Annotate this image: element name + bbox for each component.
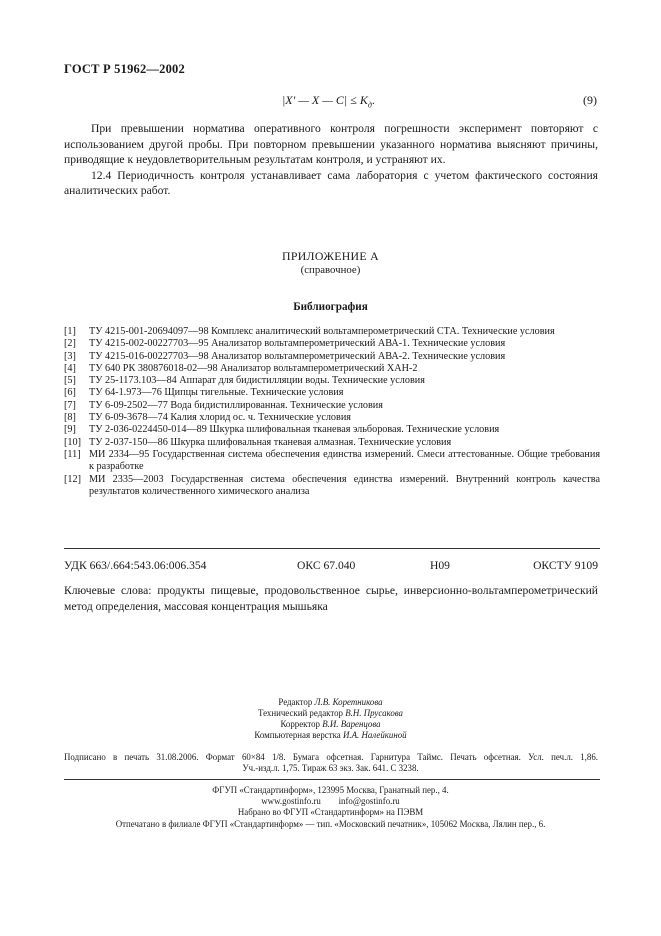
entry-number: [3] (64, 350, 76, 362)
entry-number: [8] (64, 412, 76, 424)
paragraph: При превышении норматива оперативного контроля погрешности эксперимент повторяют с использованием другой пробы. При повторном превышении указанного норматива выясняют причины, приводящие к неудовлетворительным результатам контроля, и устраняют их. (64, 122, 598, 166)
credit-line (0, 719, 661, 730)
entry-text: МИ 2334—95 Государственная система обеспечения единства измерений. Смеси аттестованные. Общие требования к разработке (89, 448, 600, 473)
credit-role: Редактор (278, 697, 313, 707)
credit-role: Корректор (280, 719, 320, 729)
bibliography-entry (64, 338, 600, 350)
group-code: Н09 (430, 559, 450, 572)
bibliography-entry (64, 474, 600, 499)
publisher-line: www.gostinfo.ru info@gostinfo.ru (261, 796, 400, 807)
keywords: Ключевые слова: продукты пищевые, продовольственное сырье, инверсионно-вольтамперометрический метод определения, массовая концентрация мышьяка (64, 584, 598, 613)
print-info-line2: Уч.-изд.л. 1,75. Тираж 63 экз. Зак. 641. С 3238. (242, 763, 419, 773)
appendix-subtitle: (справочное) (300, 264, 361, 276)
formula-tail: . (371, 93, 375, 107)
credit-role: Технический редактор (258, 708, 343, 718)
oks-code: ОКС 67.040 (297, 559, 356, 572)
entry-number: [10] (64, 436, 81, 448)
bibliography-entry (64, 437, 600, 449)
credit-name: И.А. Налейкиной (342, 730, 407, 740)
entry-text: ТУ 4215-001-20694097—98 Комплекс аналитический вольтамперометрический СТА. Технические условия (89, 326, 555, 337)
entry-text: ТУ 4215-016-00227703—98 Анализатор вольтамперометрический АВА-2. Технические условия (89, 350, 506, 362)
equation-number: (9) (583, 93, 597, 107)
credit-line (0, 697, 661, 708)
publisher-line: ФГУП «Стандартинформ», 123995 Москва, Гранатный пер., 4. (212, 785, 449, 795)
bibliography-entry (64, 375, 600, 387)
entry-number: [1] (64, 326, 76, 337)
credit-line (0, 730, 661, 741)
entry-number: [12] (64, 473, 81, 485)
entry-text: ТУ 640 РК 380876018-02—98 Анализатор вольтамперометрический ХАН-2 (89, 362, 418, 374)
formula-9 (282, 93, 375, 109)
bibliography-entry (64, 449, 600, 474)
credit-name: В.И. Варенцова (322, 719, 381, 729)
appendix-title: ПРИЛОЖЕНИЕ А (282, 249, 379, 263)
formula-right: K (359, 93, 368, 107)
formula-right-sub: д (367, 100, 372, 110)
bibliography-list (64, 326, 600, 498)
bibliography-entry (64, 412, 600, 424)
entry-number: [5] (64, 375, 76, 387)
bibliography-entry (64, 351, 600, 363)
bibliography-entry (64, 400, 600, 412)
formula-left: |X′ — X — C| (282, 93, 348, 107)
udk-code: УДК 663/.664:543.06:006.354 (64, 559, 207, 572)
entry-text: ТУ 6-09-2502—77 Вода бидистиллированная. Технические условия (89, 399, 383, 411)
entry-text: ТУ 25-1173.103—84 Аппарат для бидистилляции воды. Технические условия (89, 375, 425, 387)
entry-number: [9] (64, 424, 76, 436)
body-text (64, 121, 598, 199)
entry-text: МИ 2335—2003 Государственная система обеспечения единства измерений. Внутренний контроль качества результатов количественного химического анализа (89, 473, 600, 497)
bibliography-entry (64, 326, 600, 338)
publisher-block (0, 785, 661, 830)
print-info-line1: Подписано в печать 31.08.2006. Формат 60×84 1/8. Бумага офсетная. Гарнитура Таймс. Печать офсетная. Усл. печ.л. 1,86. (64, 752, 598, 762)
publisher-line: Отпечатано в филиале ФГУП «Стандартинформ» — тип. «Московский печатник», 105062 Москва, Лялин пер., 6. (115, 818, 546, 829)
okstu-code: ОКСТУ 9109 (533, 559, 598, 572)
entry-text: ТУ 6-09-3678—74 Калия хлорид ос. ч. Технические условия (89, 412, 351, 424)
credits-block (0, 697, 661, 741)
formula-relation: ≤ (350, 93, 357, 107)
entry-text: ТУ 4215-002-00227703—95 Анализатор вольтамперометрический АВА-1. Технические условия (89, 338, 506, 350)
entry-number: [6] (64, 387, 76, 399)
entry-number: [4] (64, 362, 76, 374)
entry-number: [2] (64, 338, 76, 350)
credit-name: Л.В. Коретникова (314, 697, 383, 707)
bibliography-entry (64, 387, 600, 399)
bibliography-entry (64, 363, 600, 375)
bibliography-title: Библиография (293, 301, 368, 313)
divider (64, 548, 600, 549)
credit-line (0, 708, 661, 719)
document-header: ГОСТ Р 51962—2002 (64, 62, 185, 76)
entry-text: ТУ 64-1.973—76 Щипцы тигельные. Технические условия (89, 387, 344, 399)
credit-role: Компьютерная верстка (254, 730, 341, 740)
divider (64, 779, 600, 780)
entry-number: [11] (64, 448, 81, 460)
paragraph: 12.4 Периодичность контроля устанавливает сама лаборатория с учетом фактического состояния аналитических работ. (64, 168, 598, 197)
bibliography-entry (64, 424, 600, 436)
entry-text: ТУ 2-036-0224450-014—89 Шкурка шлифовальная тканевая эльборовая. Технические условия (89, 424, 500, 436)
credit-name: В.Н. Прусакова (345, 708, 403, 718)
publisher-line: Набрано во ФГУП «Стандартинформ» на ПЭВМ (237, 807, 424, 818)
entry-text: ТУ 2-037-150—86 Шкурка шлифовальная тканевая алмазная. Технические условия (89, 436, 452, 448)
entry-number: [7] (64, 399, 76, 411)
